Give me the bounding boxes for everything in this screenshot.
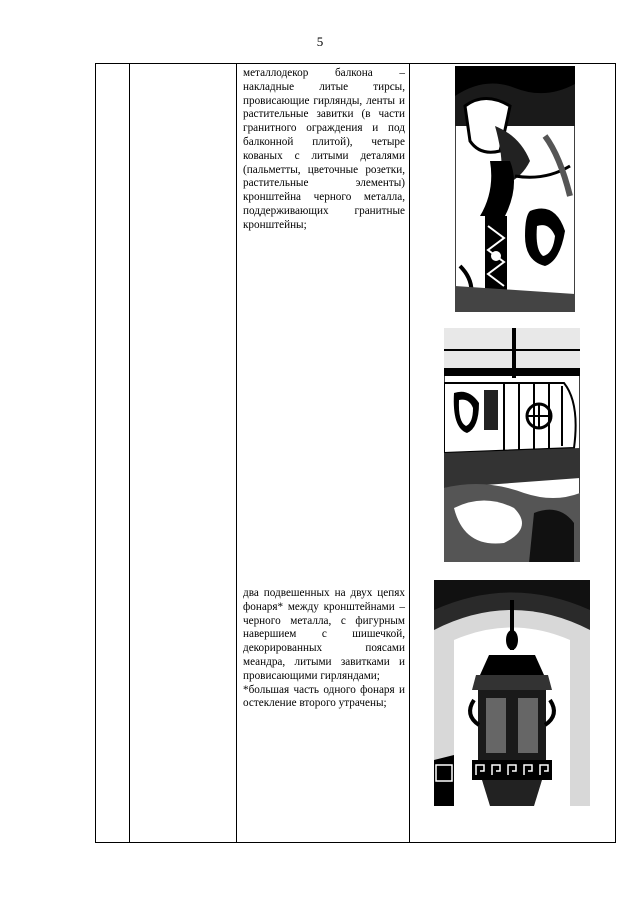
page-number: 5 <box>316 34 324 49</box>
lantern-description <box>243 587 405 711</box>
object-table <box>95 63 616 843</box>
balcony-decor-text: металлодекор балкона – накладные литые тирсы, провисающие гирлянды, ленты и растительные завитки (в части гранитного ограждения и под балконной плитой), четыре кованых с литыми деталями (пальметты, цветочные розетки, растительные элементы) кронштейна черного металла, поддерживающих гранитные кронштейны; <box>243 67 405 231</box>
cell-name <box>130 64 237 843</box>
cell-photos <box>410 64 616 843</box>
cell-description <box>237 64 410 843</box>
bracket-photo <box>455 66 575 312</box>
lantern-note: *большая часть одного фонаря и остекление второго утрачены; <box>243 683 405 710</box>
table-row <box>96 64 616 843</box>
lantern-text: два подвешенных на двух цепях фонаря* между кронштейнами – черного металла, с фигурным навершием с шишечкой, декорированных поясами меандра, литыми завитками и провисающими гирляндами; <box>243 587 405 682</box>
lantern-photo <box>434 580 590 806</box>
cell-number <box>96 64 130 843</box>
balcony-photo <box>444 328 580 562</box>
balcony-decor-description <box>243 67 405 233</box>
